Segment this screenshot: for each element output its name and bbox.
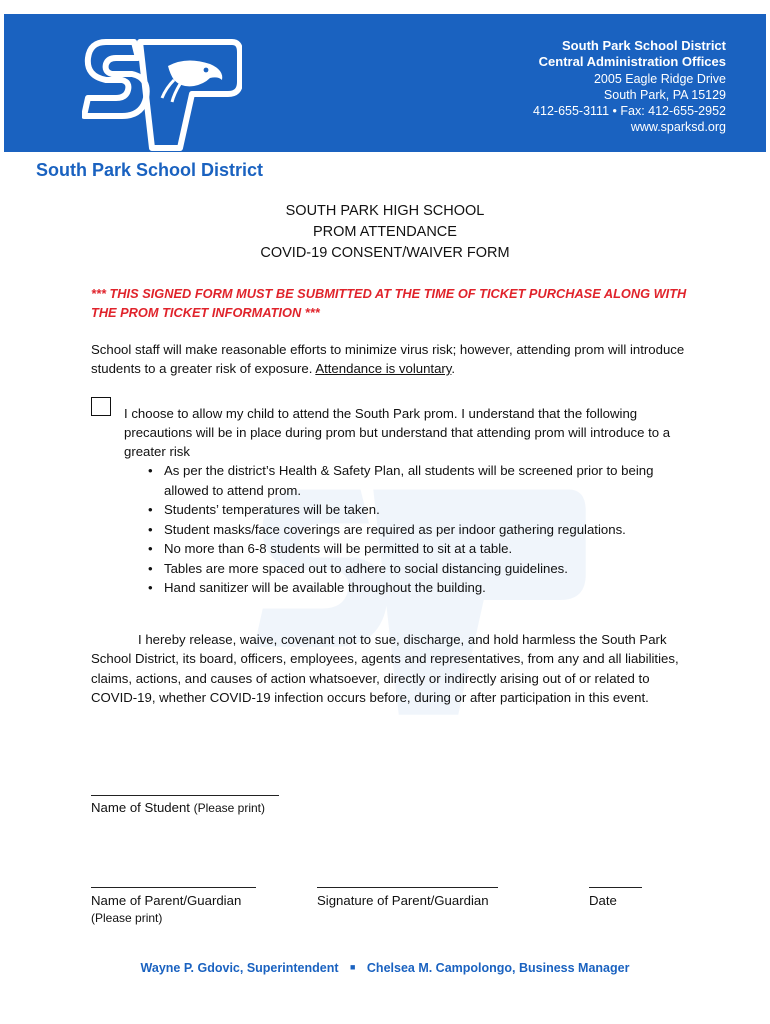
attendance-voluntary: Attendance is voluntary xyxy=(315,361,452,376)
footer-officials xyxy=(0,961,770,975)
header-street: 2005 Eagle Ridge Drive xyxy=(593,71,726,86)
student-name-label-group xyxy=(91,800,265,815)
list-item: • Students’ temperatures will be taken. xyxy=(148,500,688,520)
student-name-label: Name of Student xyxy=(91,800,190,815)
precautions-list xyxy=(148,461,688,598)
list-item: • Hand sanitizer will be available throughout the building. xyxy=(148,578,688,598)
footer-superintendent: Wayne P. Gdovic, Superintendent xyxy=(140,961,339,975)
header-website: www.sparksd.org xyxy=(630,120,726,135)
date-field[interactable] xyxy=(589,887,642,888)
consent-statement: I choose to allow my child to attend the South Park prom. I understand that the following precautions will be in place during prom but understand that attending prom will introduce to a greater risk xyxy=(124,406,671,459)
title-school: SOUTH PARK HIGH SCHOOL xyxy=(285,203,485,219)
title-prom: PROM ATTENDANCE xyxy=(313,224,457,240)
list-item: • As per the district’s Health & Safety Plan, all students will be screened prior to being allowed to attend prom. xyxy=(148,461,688,500)
footer-separator: ■ xyxy=(349,962,356,972)
student-name-note: (Please print) xyxy=(193,801,266,815)
intro-end: . xyxy=(451,361,456,376)
list-item: • Tables are more spaced out to adhere to social distancing guidelines. xyxy=(148,559,688,579)
district-address xyxy=(533,38,726,136)
date-label: Date xyxy=(589,893,617,908)
list-item: • No more than 6-8 students will be permitted to sit at a table. xyxy=(148,539,688,559)
footer-business-manager: Chelsea M. Campolongo, Business Manager xyxy=(366,961,630,975)
submission-warning: *** THIS SIGNED FORM MUST BE SUBMITTED AT THE TIME OF TICKET PURCHASE ALONG WITH THE PROM TICKET INFORMATION *** xyxy=(91,286,687,320)
header-office: Central Administration Offices xyxy=(538,54,726,70)
student-name-field[interactable] xyxy=(91,795,279,796)
intro-text: School staff will make reasonable efforts to minimize virus risk; however, attending prom will introduce students to a greater risk of exposure. xyxy=(91,342,685,376)
intro-paragraph xyxy=(91,340,691,378)
form-title xyxy=(0,201,770,264)
district-name-heading: South Park School District xyxy=(36,160,264,180)
district-logo xyxy=(82,36,242,152)
parent-signature-label: Signature of Parent/Guardian xyxy=(317,893,489,908)
header-city: South Park, PA 15129 xyxy=(603,87,726,102)
parent-name-note: (Please print) xyxy=(91,911,163,925)
release-paragraph: I hereby release, waive, covenant not to sue, discharge, and hold harmless the South Park School District, its board, officers, employees, agents and representatives, from any and all liabilities, claims, actions, and causes of action whatsoever, directly or indirectly arising out of or related to COVID-19, whether COVID-19 infection occurs before, during or after participation in this event. xyxy=(91,632,679,706)
header-org-name: South Park School District xyxy=(562,38,726,53)
list-item: • Student masks/face coverings are required as per indoor gathering regulations. xyxy=(148,520,688,540)
parent-signature-field[interactable] xyxy=(317,887,498,888)
header-phone-fax: 412-655-3111 • Fax: 412-655-2952 xyxy=(533,104,726,119)
parent-name-label: Name of Parent/Guardian xyxy=(91,893,242,908)
parent-name-field[interactable] xyxy=(91,887,256,888)
letterhead-banner xyxy=(4,14,766,152)
title-form: COVID-19 CONSENT/WAIVER FORM xyxy=(260,245,510,261)
consent-checkbox[interactable] xyxy=(91,397,111,416)
